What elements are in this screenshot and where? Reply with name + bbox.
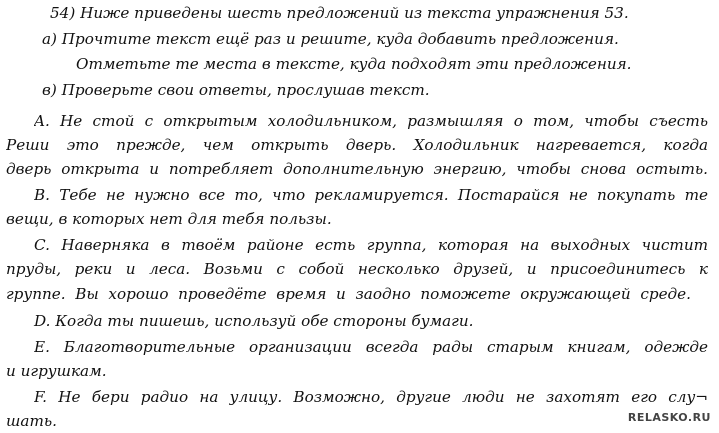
sentence-a-line-1: A. Не стой с открытым холодильником, размышляя о том, чтобы съесть [34,112,708,130]
task-heading: 54) Ниже приведены шесть предложений из текста упражнения 53. [50,4,629,22]
sentence-f-line-1: F. Не бери радио на улицу. Возможно, другие люди не захотят его слу¬ [34,388,708,406]
sentence-d-line-1: D. Когда ты пишешь, используй обе стороны бумаги. [34,312,474,330]
site-watermark: RELASKO.RU [627,411,711,424]
step-b-instruction: в) Проверьте свои ответы, прослушав текст. [42,81,430,99]
sentence-c-line-2: пруды, реки и леса. Возьми с собой несколько друзей, и присоединитесь к [6,260,708,278]
sentence-c-line-1: C. Наверняка в твоём районе есть группа, которая на выходных чистит [34,236,708,254]
sentence-a-line-3: дверь открыта и потребляет дополнительную энергию, чтобы снова остыть. [6,160,708,178]
sentence-c-line-3: группе. Вы хорошо проведёте время и заодно поможете окружающей среде. [6,285,691,303]
step-a-instruction: а) Прочтите текст ещё раз и решите, куда добавить предложения. [42,30,619,48]
sentence-b-line-2: вещи, в которых нет для тебя пользы. [6,210,332,228]
sentence-e-line-2: и игрушкам. [6,362,107,380]
sentence-f-line-2: шать. [6,412,57,430]
sentence-b-line-1: B. Тебе не нужно все то, что рекламируется. Постарайся не покупать те [34,186,708,204]
step-a-instruction-continued: Отметьте те места в тексте, куда подходят эти предложения. [76,55,632,73]
sentence-a-line-2: Реши это прежде, чем открыть дверь. Холодильник нагревается, когда [6,136,708,154]
sentence-e-line-1: E. Благотворительные организации всегда рады старым книгам, одежде [34,338,708,356]
